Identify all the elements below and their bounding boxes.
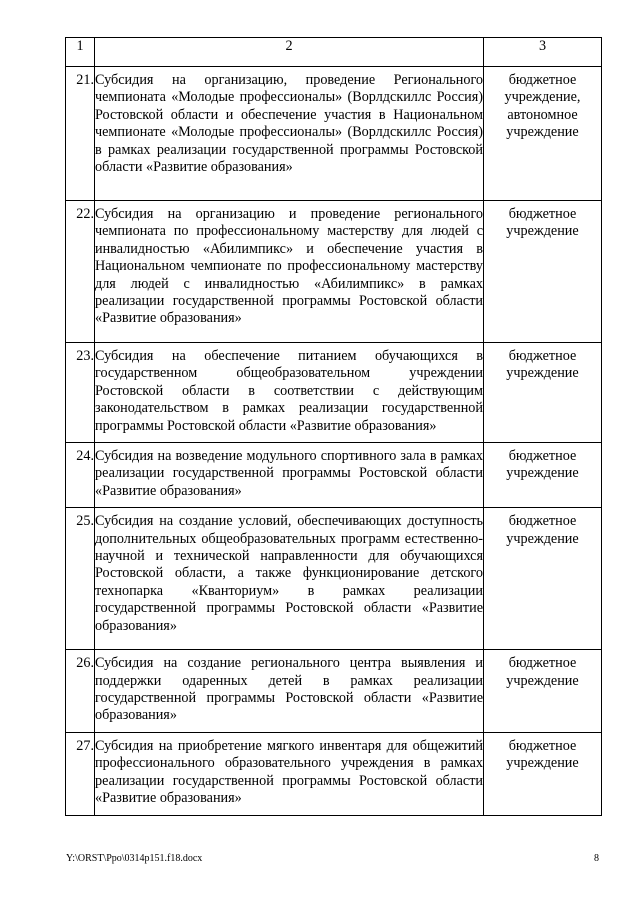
table-header-row bbox=[66, 38, 602, 67]
row-number: 27. bbox=[66, 732, 95, 815]
row-number: 26. bbox=[66, 650, 95, 733]
row-institution-type: бюджетное учреждение bbox=[484, 650, 602, 733]
table-row bbox=[66, 201, 602, 343]
row-description: Субсидия на организацию и проведение регионального чемпионата по профессиональному мастерству для людей с инвалидностью «Абилимпикс» и обеспечение участия в Национальном чемпионате по профессиональному мастерству для людей с инвалидностью «Абилимпикс» в рамках реализации государственной программы Ростовской области «Развитие образования» bbox=[95, 201, 484, 343]
footer-page-number: 8 bbox=[594, 853, 599, 864]
row-number: 23. bbox=[66, 343, 95, 443]
header-col-1: 1 bbox=[66, 38, 95, 67]
header-col-3: 3 bbox=[484, 38, 602, 67]
table-row bbox=[66, 343, 602, 443]
row-description: Субсидия на приобретение мягкого инвентаря для общежитий профессионального образовательного учреждения в рамках реализации государственной программы Ростовской области «Развитие образования» bbox=[95, 732, 484, 815]
table-row bbox=[66, 650, 602, 733]
row-number: 25. bbox=[66, 508, 95, 650]
row-number: 22. bbox=[66, 201, 95, 343]
table-row bbox=[66, 443, 602, 508]
row-description: Субсидия на обеспечение питанием обучающихся в государственном общеобразовательном учреждении Ростовской области в соответствии с действующим законодательством в рамках реализации государственной программы Ростовской области «Развитие образования» bbox=[95, 343, 484, 443]
table-row bbox=[66, 732, 602, 815]
row-institution-type: бюджетное учреждение bbox=[484, 508, 602, 650]
table-row bbox=[66, 508, 602, 650]
row-description: Субсидия на создание условий, обеспечивающих доступность дополнительных общеобразовательных программ естественно-научной и технической направленности для обучающихся Ростовской области, а также функционирование детского технопарка «Кванториум» в рамках реализации государственной программы Ростовской области «Развитие образования» bbox=[95, 508, 484, 650]
row-number: 21. bbox=[66, 67, 95, 201]
footer-file-path: Y:\ORST\Ppo\0314p151.f18.docx bbox=[66, 853, 203, 864]
row-institution-type: бюджетное учреждение bbox=[484, 443, 602, 508]
row-institution-type: бюджетное учреждение bbox=[484, 343, 602, 443]
row-institution-type: бюджетное учреждение bbox=[484, 201, 602, 343]
row-institution-type: бюджетное учреждение, автономное учреждение bbox=[484, 67, 602, 201]
subsidy-table bbox=[65, 37, 602, 816]
table-row bbox=[66, 67, 602, 201]
row-description: Субсидия на организацию, проведение Регионального чемпионата «Молодые профессионалы» (Ворлдскиллс Россия) Ростовской области и обеспечение участия в Национальном чемпионате «Молодые профессионалы» (Ворлдскиллс Россия) в рамках реализации государственной программы Ростовской области «Развитие образования» bbox=[95, 67, 484, 201]
row-description: Субсидия на создание регионального центра выявления и поддержки одаренных детей в рамках реализации государственной программы Ростовской области «Развитие образования» bbox=[95, 650, 484, 733]
header-col-2: 2 bbox=[95, 38, 484, 67]
row-institution-type: бюджетное учреждение bbox=[484, 732, 602, 815]
row-description: Субсидия на возведение модульного спортивного зала в рамках реализации государственной программы Ростовской области «Развитие образования» bbox=[95, 443, 484, 508]
row-number: 24. bbox=[66, 443, 95, 508]
